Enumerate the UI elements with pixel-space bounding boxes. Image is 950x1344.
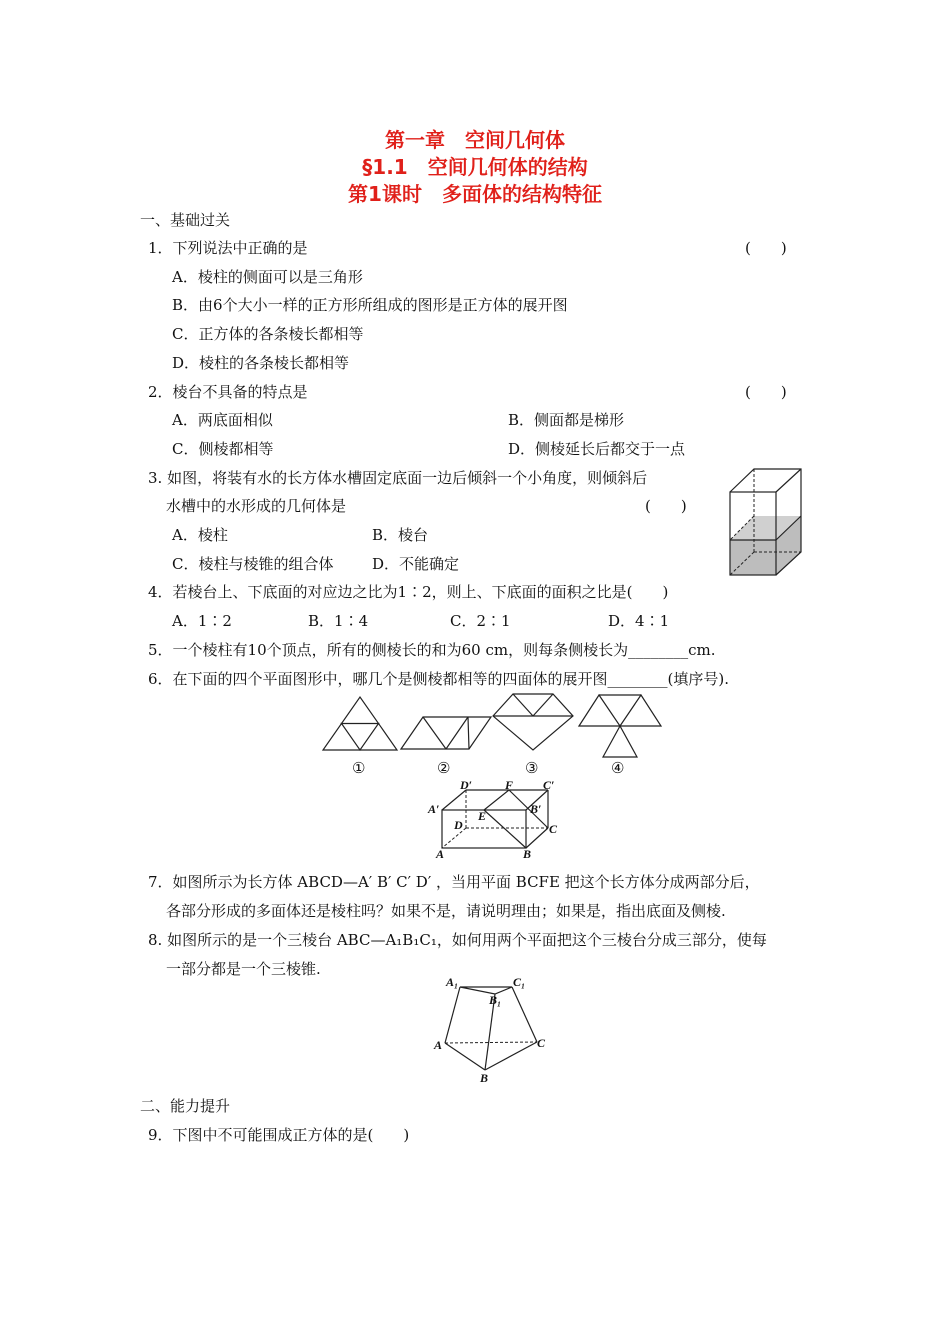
q3-option-a: A．棱柱 <box>172 526 228 544</box>
cuboid-label-b1: B′ <box>530 802 542 816</box>
net-label-4: ④ <box>611 759 625 777</box>
frustum-label-b1: B₁ <box>489 993 502 1007</box>
q3-option-c: C．棱柱与棱锥的组合体 <box>172 555 334 573</box>
net-figure-4 <box>578 694 662 758</box>
q4-option-d: D．4∶1 <box>608 612 670 630</box>
q2-stem: 2．棱台不具备的特点是 <box>148 383 308 401</box>
cuboid-label-a: A <box>436 847 445 861</box>
q4-stem: 4．若棱台上、下底面的对应边之比为1∶2，则上、下底面的面积之比是( ) <box>148 583 669 601</box>
q4-option-c: C．2∶1 <box>450 612 511 630</box>
q3-answer-bracket: ( ) <box>645 497 687 515</box>
cuboid-label-b: B <box>523 847 532 861</box>
q5-text: 5．一个棱柱有10个顶点，所有的侧棱长的和为60 cm，则每条侧棱长为________cm. <box>148 641 716 659</box>
section-title: §1.1 空间几何体的结构 <box>362 155 588 179</box>
net-figure-2 <box>400 716 492 750</box>
q3-option-b: B．棱台 <box>372 526 429 544</box>
frustum-label-a: A <box>434 1038 443 1052</box>
q9-text: 9．下图中不可能围成正方体的是( ) <box>148 1126 410 1144</box>
q8-line2: 一部分都是一个三棱锥. <box>166 960 321 978</box>
net-figure-1 <box>322 696 398 752</box>
frustum-label-c1: C₁ <box>513 975 526 989</box>
cuboid-label-e: E <box>478 809 487 823</box>
net-figure-3 <box>492 693 574 751</box>
cuboid-label-d1: D′ <box>460 778 473 792</box>
cuboid-label-c1: C′ <box>543 778 555 792</box>
q4-option-a: A．1∶2 <box>172 612 232 630</box>
q1-option-d: D．棱柱的各条棱长都相等 <box>172 354 350 372</box>
q2-answer-bracket: ( ) <box>745 383 787 401</box>
q1-option-c: C．正方体的各条棱长都相等 <box>172 325 364 343</box>
q3-stem-line1: 3. 如图，将装有水的长方体水槽固定底面一边后倾斜一个小角度，则倾斜后 <box>148 469 648 487</box>
frustum-label-c: C <box>537 1036 546 1050</box>
net-label-2: ② <box>437 759 451 777</box>
q1-option-b: B．由6个大小一样的正方形所组成的图形是正方体的展开图 <box>172 296 568 314</box>
q7-line1: 7．如图所示为长方体 ABCD—A′ B′ C′ D′ ，当用平面 BCFE 把这个长方体分成两部分后， <box>148 873 760 891</box>
q1-stem: 1．下列说法中正确的是 <box>148 239 308 257</box>
q6-text: 6．在下面的四个平面图形中，哪几个是侧棱都相等的四面体的展开图________(填序号). <box>148 670 730 688</box>
q4-option-b: B．1∶4 <box>308 612 369 630</box>
cuboid-label-a1: A′ <box>428 802 440 816</box>
cuboid-label-f: F <box>505 778 514 792</box>
q2-option-a: A．两底面相似 <box>172 411 273 429</box>
net-label-3: ③ <box>525 759 539 777</box>
net-label-1: ① <box>352 759 366 777</box>
q1-option-a: A．棱柱的侧面可以是三角形 <box>172 268 363 286</box>
q1-answer-bracket: ( ) <box>745 239 787 257</box>
lesson-title: 第1课时 多面体的结构特征 <box>348 182 602 206</box>
q2-option-d: D．侧棱延长后都交于一点 <box>508 440 686 458</box>
q3-option-d: D．不能确定 <box>372 555 460 573</box>
frustum-label-a1: A₁ <box>446 975 459 989</box>
q8-line1: 8. 如图所示的是一个三棱台 ABC—A₁B₁C₁，如何用两个平面把这个三棱台分成三部分，使每 <box>148 931 767 949</box>
chapter-title: 第一章 空间几何体 <box>385 128 565 152</box>
water-tank-figure <box>725 466 805 578</box>
q3-stem-line2: 水槽中的水形成的几何体是 <box>166 497 347 515</box>
part2-heading: 二、能力提升 <box>140 1097 231 1115</box>
q7-line2: 各部分形成的多面体还是棱柱吗？如果不是，请说明理由；如果是，指出底面及侧棱. <box>166 902 726 920</box>
q2-option-b: B．侧面都是梯形 <box>508 411 625 429</box>
cuboid-label-c: C <box>549 822 558 836</box>
frustum-label-b: B <box>480 1071 489 1085</box>
q2-option-c: C．侧棱都相等 <box>172 440 274 458</box>
part1-heading: 一、基础过关 <box>140 211 231 229</box>
cuboid-label-d: D <box>454 818 463 832</box>
